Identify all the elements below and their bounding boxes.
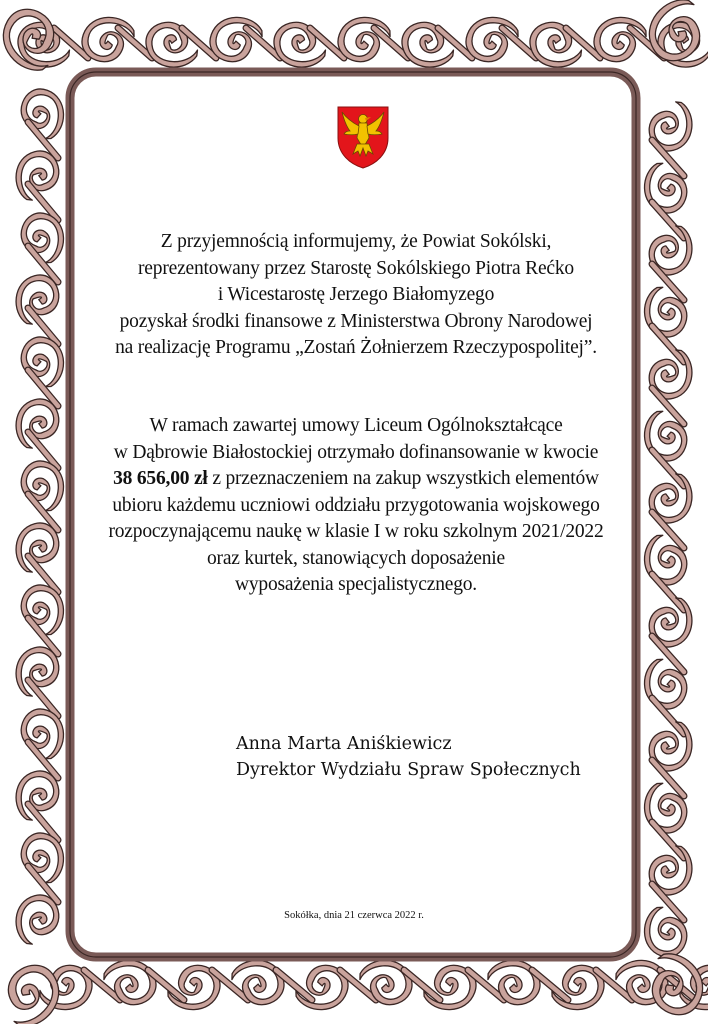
ornament-scroll (398, 16, 457, 74)
ornament-scroll (643, 99, 698, 155)
ornament-scroll (638, 0, 708, 69)
date-line: Sokółka, dnia 21 czerwca 2022 r. (284, 910, 424, 921)
ornament-scroll (142, 16, 201, 74)
text-line: ubioru każdemu uczniowi oddziału przygotowania wojskowego (112, 494, 600, 516)
ornament-scroll (14, 704, 72, 763)
text-line: oraz kurtek, stanowiących doposażenie (207, 547, 505, 569)
ornament-scroll (637, 160, 695, 219)
coat-of-arms-icon (335, 104, 391, 170)
ornament-scroll (270, 16, 329, 74)
ornament-scroll (637, 780, 695, 839)
ornament-scroll (654, 16, 708, 74)
signatory-name: Anna Marta Aniśkiewicz (236, 734, 452, 754)
text-line: Z przyjemnością informujemy, że Powiat Sokólski, (160, 231, 552, 252)
text-fragment: z przeznaczeniem na zakup wszystkich elementów (207, 468, 599, 489)
ornament-scroll (14, 828, 72, 887)
text-line: rozpoczynającemu naukę w klasie I w roku szkolnym 2021/2022 (108, 521, 604, 542)
signatory-position: Dyrektor Wydziału Spraw Społecznych (236, 760, 581, 780)
ornament-scroll (14, 84, 72, 143)
text-line: na realizację Programu „Zostań Żołnierzem Rzeczypospolitej”. (115, 337, 597, 358)
text-line: w Dąbrowie Białostockiej otrzymało dofinansowanie w kwocie (113, 441, 599, 463)
text-line: W ramach zawartej umowy Liceum Ogólnokształcące (149, 415, 563, 436)
ornament-scroll (637, 656, 695, 715)
ornament-scroll (643, 595, 698, 651)
paragraph-intro (60, 229, 652, 362)
ornament-scroll (643, 719, 698, 775)
ornament-scroll (643, 843, 698, 899)
paragraph-funding (60, 413, 652, 599)
text-line-with-amount (60, 466, 652, 493)
signature-block (236, 731, 581, 783)
ornament-scroll (0, 957, 70, 1024)
text-line: wyposażenia specjalistycznego. (235, 574, 477, 595)
text-line: reprezentowany przez Starostę Sokólskiego Piotra Rećko (138, 257, 574, 279)
ornament-scroll (526, 16, 585, 74)
funding-amount: 38 656,00 zł (113, 468, 208, 489)
text-line: i Wicestarostę Jerzego Białomyzego (217, 284, 495, 305)
text-line: pozyskał środki finansowe z Ministerstwa Obrony Narodowej (119, 310, 593, 332)
